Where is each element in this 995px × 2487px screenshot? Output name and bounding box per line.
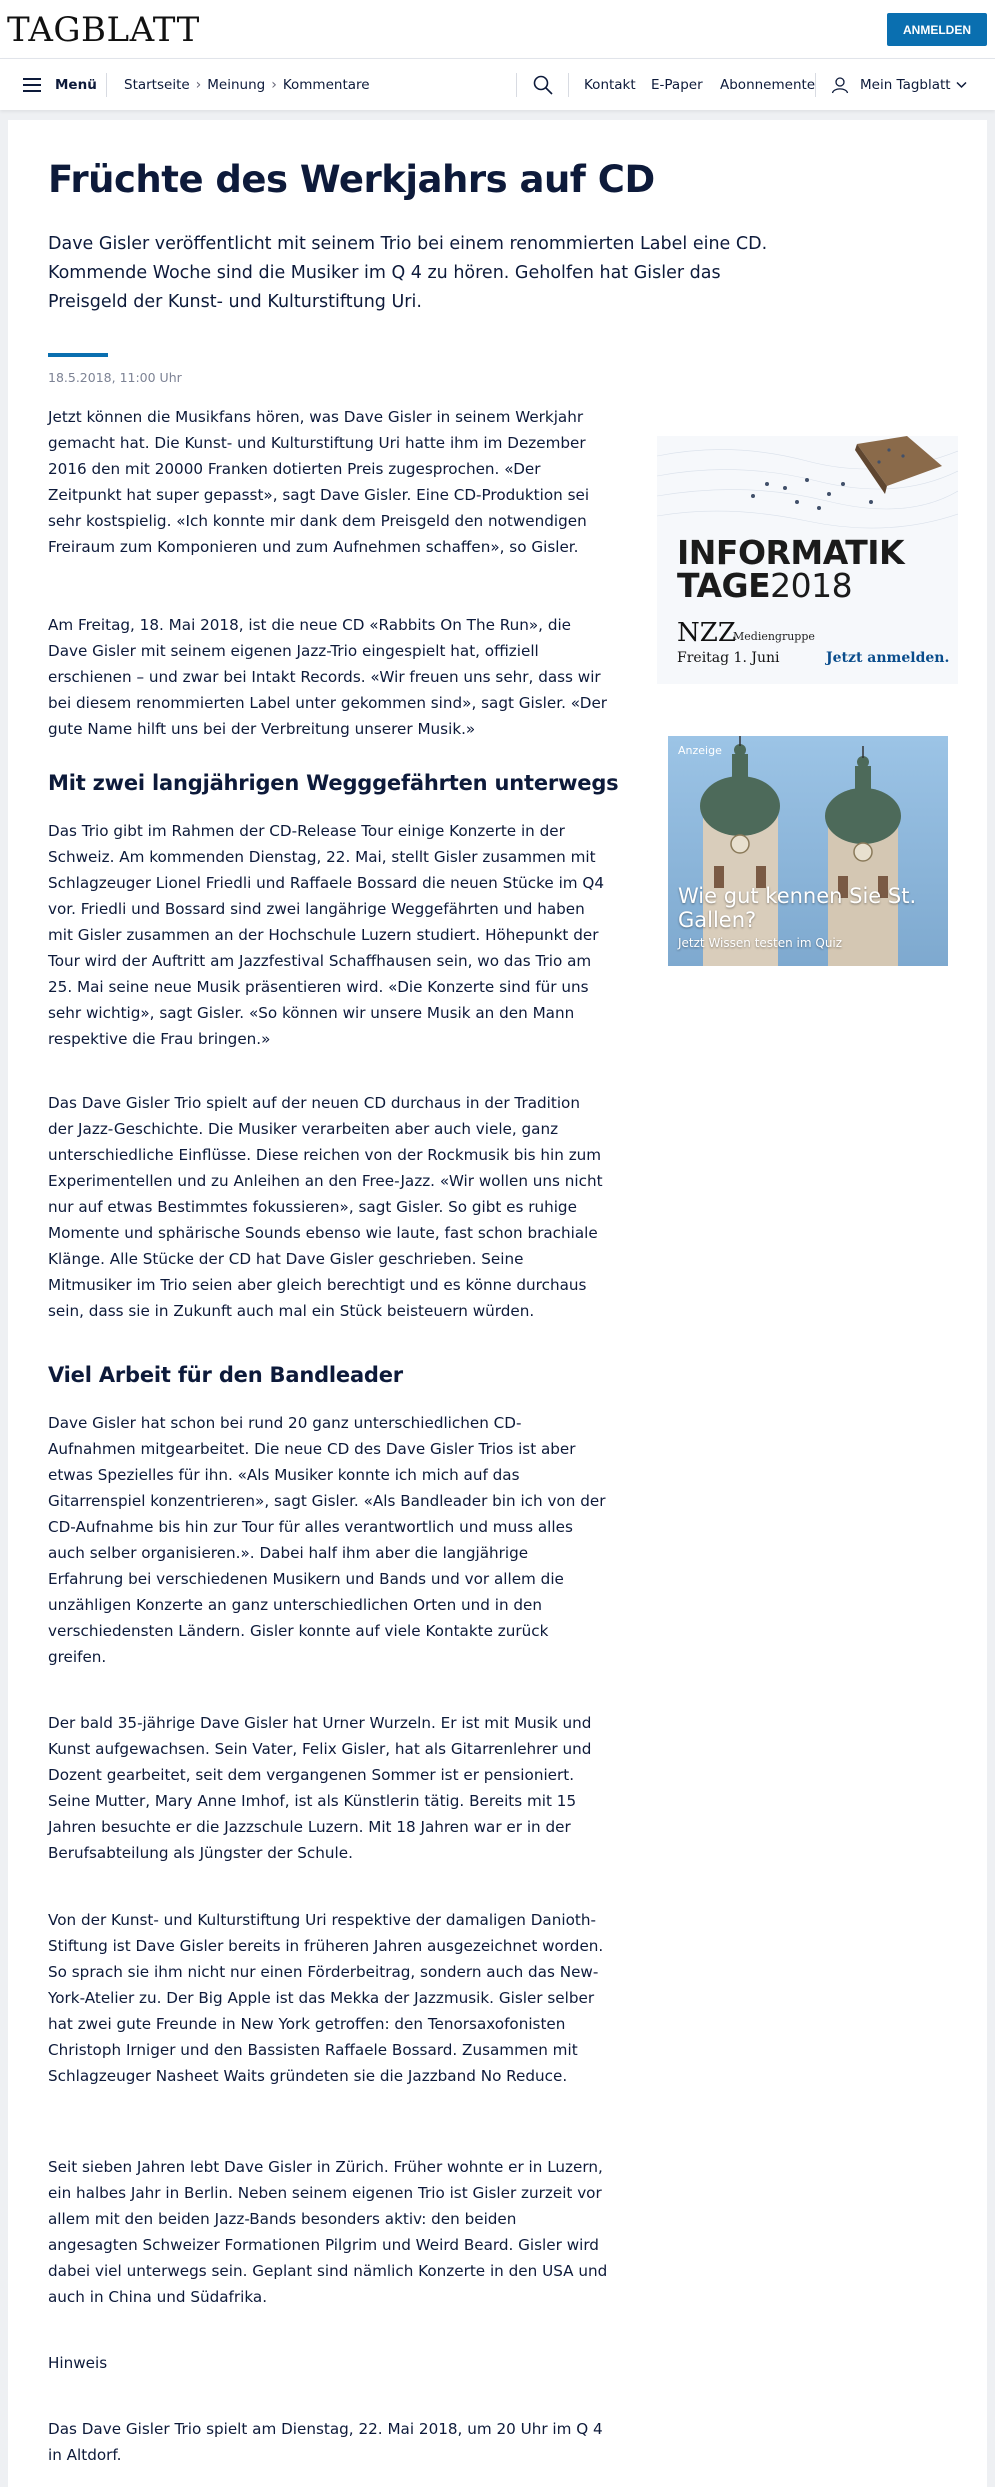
breadcrumb-kommentare[interactable]: Kommentare: [282, 77, 370, 93]
breadcrumb-startseite[interactable]: Startseite: [124, 77, 190, 93]
breadcrumb: [124, 59, 370, 111]
ad-informatik-tage[interactable]: [657, 436, 958, 684]
nav-link-kontakt[interactable]: Kontakt: [584, 77, 636, 93]
breadcrumb-meinung[interactable]: Meinung: [207, 77, 266, 93]
search-icon[interactable]: [533, 75, 553, 95]
article-note-label: Hinweis: [48, 2354, 108, 2372]
ad-label: Anzeige: [678, 744, 722, 757]
user-icon[interactable]: [831, 76, 849, 94]
article-paragraph: Von der Kunst- und Kulturstiftung Uri respektive der damaligen Danioth-Stiftung ist Dave Gisler bereits in früheren Jahren ausgezeichnet worden. So sprach sie ihm nicht nur einen Förderbeitrag, sondern auch das New-York-Atelier zu. Der Big Apple ist das Mekka der Jazzmusik. Gisler selber hat zwei gute Freunde in New York getroffen: den Tenorsaxofonisten Christoph Irniger und den Bassisten Raffaele Bossard. Zusammen mit Schlagzeuger Nasheet Waits gründeten sie die Jazzband No Reduce.: [48, 1911, 604, 2085]
ad-register-link[interactable]: Jetzt anmelden.: [826, 650, 950, 666]
hamburger-menu-icon[interactable]: [23, 78, 41, 92]
site-logo[interactable]: TAGBLATT: [7, 10, 200, 50]
accent-rule: [48, 353, 108, 357]
chevron-right-icon: ›: [195, 77, 202, 93]
article-paragraph: Dave Gisler hat schon bei rund 20 ganz unterschiedlichen CD-Aufnahmen mitgearbeitet. Die neue CD des Dave Gisler Trios ist aber etwas Spezielles für ihn. «Als Musiker konnte ich mich auf das Gitarrenspiel konzentrieren», sagt Gisler. «Als Bandleader bin ich von der CD-Aufnahme bis hin zur Tour für alles verantwortlich und muss alles auch selber organisieren.». Dabei half ihm aber die langjährige Erfahrung bei verschiedenen Musikern und Bands und vor allem die unzähligen Konzerte an ganz unterschiedlichen Orten und in den verschiedensten Ländern. Gisler konnte auf viele Kontakte zurück greifen.: [48, 1414, 606, 1666]
main-navigation: [0, 58, 995, 110]
ad-illustration: [657, 436, 958, 536]
article-paragraph: Seit sieben Jahren lebt Dave Gisler in Zürich. Früher wohnte er in Luzern, ein halbes Jahr in Berlin. Neben seinem eigenen Trio ist Gisler zurzeit vor allem mit den beiden Jazz-Bands besonders aktiv: den beiden angesagten Schweizer Formationen Pilgrim und Weird Beard. Gisler wird dabei viel unterwegs sein. Geplant sind nämlich Konzerte in den USA und auch in China und Südafrika.: [48, 2158, 608, 2306]
article-date: 18.5.2018, 11:00 Uhr: [48, 370, 182, 385]
article-paragraph: Das Dave Gisler Trio spielt am Dienstag, 22. Mai 2018, um 20 Uhr im Q 4 in Altdorf.: [48, 2420, 603, 2464]
ad-quiz-link[interactable]: Jetzt Wissen testen im Quiz: [678, 936, 843, 950]
ad-date: Freitag 1. Juni: [677, 650, 780, 666]
nav-link-epaper[interactable]: E-Paper: [651, 77, 703, 93]
article-title: Früchte des Werkjahrs auf CD: [48, 158, 655, 201]
ad-st-gallen-quiz[interactable]: [668, 736, 948, 966]
nav-divider: [568, 73, 569, 97]
login-button[interactable]: ANMELDEN: [887, 13, 987, 46]
article-paragraph: Das Dave Gisler Trio spielt auf der neuen CD durchaus in der Tradition der Jazz-Geschichte. Die Musiker verarbeiten aber auch viele, ganz unterschiedliche Einflüsse. Diese reichen von der Rockmusik bis hin zum Experimentellen und zu Anleihen an den Free-Jazz. «Wir wollen uns nicht nur auf etwas Bestimmtes fokussieren», sagt Gisler. So gibt es ruhige Momente und sphärische Sounds ebenso wie laute, fast schon brachiale Klänge. Alle Stücke der CD hat Dave Gisler geschrieben. Seine Mitmusiker im Trio seien aber gleich berechtigt und es könne durchaus sein, dass sie in Zukunft auch mal ein Stück beisteuern würden.: [48, 1094, 603, 1320]
menu-button[interactable]: Menü: [55, 77, 97, 93]
ad-brand-sub: Mediengruppe: [733, 630, 815, 643]
nav-divider: [516, 73, 517, 97]
article-paragraph: Jetzt können die Musikfans hören, was Dave Gisler in seinem Werkjahr gemacht hat. Die Kunst- und Kulturstiftung Uri hatte ihm im Dezember 2016 den mit 20000 Franken dotierten Preis zugesprochen. «Der Zeitpunkt hat super gepasst», sagt Dave Gisler. Eine CD-Produktion sei sehr kostspielig. «Ich konnte mir dank dem Preisgeld den notwendigen Freiraum zum Komponieren und zum Aufnehmen schaffen», so Gisler.: [48, 408, 590, 556]
ad-brand: NZZ: [677, 618, 736, 648]
chevron-right-icon: ›: [271, 77, 277, 93]
article-paragraph: Am Freitag, 18. Mai 2018, ist die neue CD «Rabbits On The Run», die Dave Gisler mit seinem eigenen Jazz-Trio eingespielt hat, offiziell erschienen – und zwar bei Intakt Records. «Wir freuen uns sehr, dass wir bei diesem renommierten Label unter gekommen sind», sagt Gisler. «Der gute Name hilft uns bei der Verbreitung unserer Musik.»: [48, 616, 608, 738]
article-paragraph: Das Trio gibt im Rahmen der CD-Release Tour einige Konzerte in der Schweiz. Am kommenden Dienstag, 22. Mai, stellt Gisler zusammen mit Schlagzeuger Lionel Friedli und Raffaele Bossard die neuen Stücke im Q4 vor. Friedli und Bossard sind zwei langährige Weggefährten und haben mit Gisler zusammen an der Hochschule Luzern studiert. Höhepunkt der Tour wird der Auftritt am Jazzfestival Schaffhausen sein, wo das Trio am 25. Mai seine neue Musik präsentieren wird. «Die Konzerte sind für uns sehr wichtig», sagt Gisler. «So können wir unsere Musik an den Mann respektive die Frau bringen.»: [48, 822, 605, 1048]
nav-divider: [106, 73, 107, 97]
nav-link-abonnemente[interactable]: Abonnemente: [720, 77, 816, 93]
top-bar: [0, 0, 995, 58]
nav-divider: [815, 73, 816, 97]
ad-question: Wie gut kennen Sie St. Gallen?: [678, 884, 917, 932]
article-paragraph: Der bald 35-jährige Dave Gisler hat Urner Wurzeln. Er ist mit Musik und Kunst aufgewachsen. Sein Vater, Felix Gisler, hat als Gitarrenlehrer und Dozent gearbeitet, seit dem vergangenen Sommer ist er pensioniert. Seine Mutter, Mary Anne Imhof, ist als Künstlerin tätig. Bereits mit 15 Jahren besuchte er die Jazzschule Luzern. Mit 18 Jahren war er in der Berufsabteilung als Jüngster der Schule.: [48, 1714, 592, 1862]
chevron-down-icon[interactable]: [956, 81, 967, 89]
article-subheading: Viel Arbeit für den Bandleader: [48, 1363, 403, 1387]
article-subheading: Mit zwei langjährigen Wegggefährten unterwegs: [48, 771, 619, 795]
article-lead: Dave Gisler veröffentlicht mit seinem Trio bei einem renommierten Label eine CD. Kommende Woche sind die Musiker im Q 4 zu hören. Geholfen hat Gisler das Preisgeld der Kunst- und Kulturstiftung Uri.: [48, 234, 768, 312]
my-tagblatt-link[interactable]: Mein Tagblatt: [860, 77, 951, 93]
ad-title: INFORMATIK TAGE2018: [677, 533, 905, 605]
